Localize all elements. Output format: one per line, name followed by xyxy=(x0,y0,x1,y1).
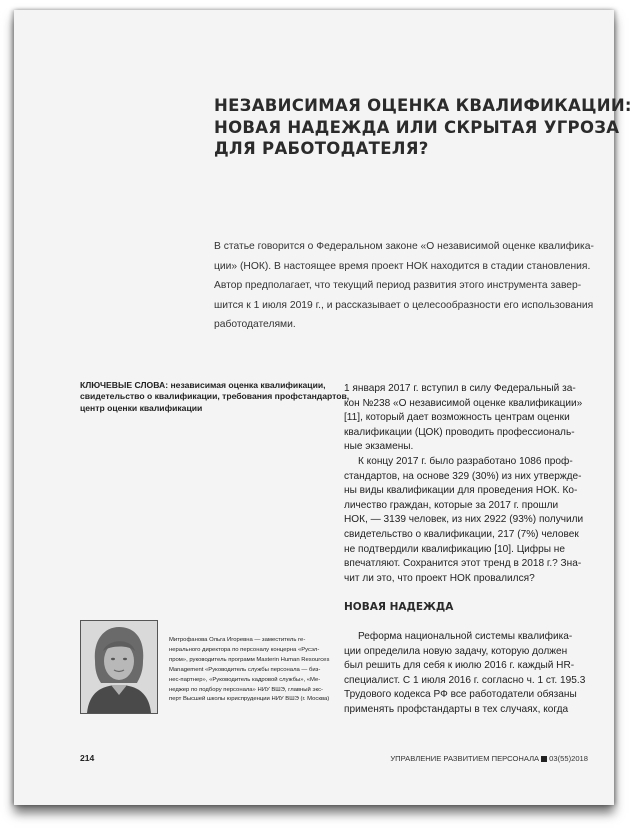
bio-line: пром», руководитель программ Masterin Human Resources xyxy=(169,656,330,663)
title-line: НОВАЯ НАДЕЖДА ИЛИ СКРЫТАЯ УГРОЗА xyxy=(214,117,620,137)
body-line: К концу 2017 г. было разработано 1086 проф- xyxy=(358,455,573,467)
abstract-line: Автор предполагает, что текущий период развития этого инструмента завер- xyxy=(214,280,582,292)
body-line: ные экзамены. xyxy=(344,441,414,453)
bio-line: нес-партнер», «Руководитель кадровой службы», «Ме- xyxy=(169,676,321,683)
article-abstract xyxy=(214,237,592,335)
bio-line: нерального директора по персоналу концерна «Русэл- xyxy=(169,646,320,653)
journal-issue: 03(55)2018 xyxy=(549,754,588,763)
page-number: 214 xyxy=(80,753,95,763)
body-line: [11], который дает возможность центрам оценки xyxy=(344,412,570,424)
abstract-line: работодателями. xyxy=(214,319,296,331)
magazine-page xyxy=(14,10,632,805)
author-portrait-image xyxy=(81,621,157,713)
author-photo xyxy=(80,620,158,714)
keywords-line: центр оценки квалификации xyxy=(80,402,203,413)
bio-line: Management «Руководитель службы персонала — биз- xyxy=(169,666,321,673)
body-line: личество граждан, которые за 2017 г. прошли xyxy=(344,499,559,511)
section-line: был решить для себя к июлю 2016 г. каждый HR- xyxy=(344,660,575,672)
separator-square-icon xyxy=(541,756,547,762)
section-line: ции определила новую задачу, которую должен xyxy=(344,645,568,657)
keywords-block xyxy=(80,380,350,414)
body-text-column xyxy=(344,382,604,586)
bio-line: Митрофанова Ольга Игоревна — заместитель ге- xyxy=(169,637,306,643)
section-line: Трудового кодекса РФ все работодатели обязаны xyxy=(344,689,577,701)
body-line: свидетельство о квалификации, 217 (7%) человек xyxy=(344,528,579,540)
body-line: чит ли это, что проект НОК провалился? xyxy=(344,572,535,584)
abstract-line: В статье говорится о Федеральном законе «О независимой оценке квалифика- xyxy=(214,241,594,252)
keywords-line: КЛЮЧЕВЫЕ СЛОВА: независимая оценка квалификации, xyxy=(80,380,326,390)
body-line: 1 января 2017 г. вступил в силу Федеральный за- xyxy=(344,383,576,394)
body-line: НОК, — 3139 человек, из них 2922 (93%) получили xyxy=(344,514,584,526)
body-line: впечатляют. Сохранится этот тренд в 2018 г.? Зна- xyxy=(344,558,582,570)
body-line: стандартов, на основе 329 (30%) из них утвержде- xyxy=(344,470,582,482)
body-line: ны виды квалификации для проведения НОК. Ко- xyxy=(344,485,578,497)
title-line: НЕЗАВИСИМАЯ ОЦЕНКА КВАЛИФИКАЦИИ: xyxy=(214,96,632,115)
journal-footer xyxy=(390,754,588,763)
body-line: квалификации (ЦОК) проводить профессиональ- xyxy=(344,426,575,438)
body-line: кон №238 «О независимой оценке квалификации» xyxy=(344,397,583,409)
journal-name: УПРАВЛЕНИЕ РАЗВИТИЕМ ПЕРСОНАЛА xyxy=(390,754,540,763)
author-bio xyxy=(169,636,339,705)
bio-line: неджер по подбору персонала» НИУ ВШЭ, главный экс- xyxy=(169,686,324,693)
keywords-line: свидетельство о квалификации, требования профстандартов, xyxy=(80,391,350,402)
bio-line: перт Высшей школы юриспруденции НИУ ВШЭ (г. Москва) xyxy=(169,696,330,703)
section-heading: НОВАЯ НАДЕЖДА xyxy=(344,601,454,613)
section-line: применять профстандарты в тех случаях, когда xyxy=(344,703,569,715)
abstract-line: шится к 1 июля 2019 г., и рассказывает о целесообразности его использования xyxy=(214,299,594,311)
abstract-line: ции» (НОК). В настоящее время проект НОК находится в стадии становления. xyxy=(214,260,591,272)
section-text-column xyxy=(344,630,604,718)
section-line: специалист. С 1 июля 2016 г. согласно ч. 1 ст. 195.3 xyxy=(344,674,586,686)
body-line: не подтвердили квалификацию [10]. Цифры не xyxy=(344,543,565,555)
title-line: ДЛЯ РАБОТОДАТЕЛЯ? xyxy=(214,139,429,158)
section-line: Реформа национальной системы квалифика- xyxy=(358,631,573,642)
article-title xyxy=(214,95,632,160)
